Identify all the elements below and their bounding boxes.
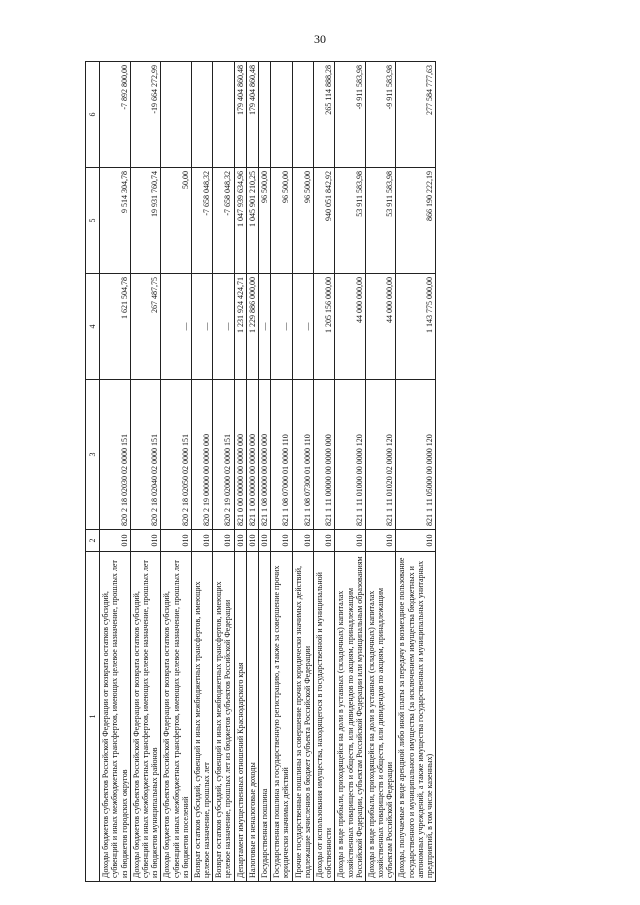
row-admin-code-cell: 010	[100, 530, 131, 552]
row-budget-code-cell: 821 1 00 00000 00 0000 000	[246, 380, 258, 530]
row-value-cell: 179 404 860,48	[246, 62, 258, 168]
table-header-row	[86, 62, 100, 882]
row-budget-code-cell: 821 1 08 07300 01 0000 110	[292, 380, 313, 530]
column-header: 1	[86, 552, 100, 882]
table-row	[191, 62, 212, 882]
table-row	[100, 62, 131, 882]
row-budget-code-cell: 820 2 18 02040 02 0000 151	[130, 380, 161, 530]
row-value-cell	[292, 62, 313, 168]
row-name-cell: Доходы бюджетов субъектов Российской Федерации от возврата остатков субсидий, субвенций и иных межбюджетных трансфертов, имеющих целевое назначение, прошлых лет из бюджетов муниципальных районов	[130, 552, 161, 882]
row-admin-code-cell: 010	[313, 530, 334, 552]
row-budget-code-cell: 821 1 08 00000 00 0000 000	[259, 380, 271, 530]
row-value-cell: 96 500,00	[259, 168, 271, 274]
table-row	[234, 62, 246, 882]
rotated-table-canvas	[85, 62, 610, 882]
row-value-cell: 1 231 924 424,71	[234, 274, 246, 380]
table-row	[292, 62, 313, 882]
table-row	[213, 62, 234, 882]
row-value-cell: —	[191, 274, 212, 380]
table-row	[313, 62, 334, 882]
row-budget-code-cell: 821 1 11 00000 00 0000 000	[313, 380, 334, 530]
row-budget-code-cell: 820 2 18 02030 02 0000 151	[100, 380, 131, 530]
row-admin-code-cell: 010	[396, 530, 436, 552]
row-value-cell: 1 229 886 000,00	[246, 274, 258, 380]
row-value-cell: 1 045 901 210,25	[246, 168, 258, 274]
row-value-cell: -19 664 272,99	[130, 62, 161, 168]
row-value-cell	[271, 62, 292, 168]
row-name-cell: Доходы в виде прибыли, приходящейся на доли в уставных (складочных) капиталах хозяйственных товариществ и обществ, или дивидендов по акциям, принадлежащим Российской Федерации, субъектам Российской Федерации или муниципальным образованиям	[335, 552, 366, 882]
page-number: 30	[314, 32, 326, 46]
row-value-cell	[191, 62, 212, 168]
row-name-cell: Государственная пошлина за государственную регистрацию, а также за совершение прочих юридически значимых действий	[271, 552, 292, 882]
table-row	[246, 62, 258, 882]
row-admin-code-cell: 010	[213, 530, 234, 552]
row-value-cell: 267 487,75	[130, 274, 161, 380]
row-admin-code-cell: 010	[234, 530, 246, 552]
row-value-cell: —	[292, 274, 313, 380]
table-row	[271, 62, 292, 882]
row-name-cell: Возврат остатков субсидий, субвенций и иных межбюджетных трансфертов, имеющих целевое назначение, прошлых лет	[191, 552, 212, 882]
row-value-cell: 1 047 939 634,96	[234, 168, 246, 274]
row-budget-code-cell: 821 1 11 01000 00 0000 120	[335, 380, 366, 530]
column-header: 5	[86, 168, 100, 274]
row-budget-code-cell: 821 0 00 00000 00 0000 000	[234, 380, 246, 530]
row-name-cell: Доходы, получаемые в виде арендной либо иной платы за передачу в возмездное пользование государственного и муниципального имущества (за исключением имущества бюджетных и автономных учреждений, а также имущества государственных и муниципальных унитарных предприятий, в том числе казенных)	[396, 552, 436, 882]
row-name-cell: Государственная пошлина	[259, 552, 271, 882]
row-value-cell: 940 051 842,92	[313, 168, 334, 274]
budget-table	[85, 61, 436, 882]
row-name-cell: Доходы бюджетов субъектов Российской Федерации от возврата остатков субсидий, субвенций и иных межбюджетных трансфертов, имеющих целевое назначение, прошлых лет из бюджетов поселений	[161, 552, 192, 882]
table-row	[161, 62, 192, 882]
row-budget-code-cell: 820 2 18 02050 02 0000 151	[161, 380, 192, 530]
row-admin-code-cell: 010	[191, 530, 212, 552]
row-value-cell: —	[259, 274, 271, 380]
row-budget-code-cell: 821 1 11 05000 00 0000 120	[396, 380, 436, 530]
table-row	[335, 62, 366, 882]
row-value-cell	[161, 62, 192, 168]
row-value-cell: 277 584 777,63	[396, 62, 436, 168]
row-name-cell: Доходы бюджетов субъектов Российской Федерации от возврата остатков субсидий, субвенций и иных межбюджетных трансфертов, имеющих целевое назначение, прошлых лет из бюджетов городских округов	[100, 552, 131, 882]
row-name-cell: Прочие государственные пошлины за совершение прочих юридически значимых действий, подлежащие зачислению в бюджет субъекта Российской Федерации	[292, 552, 313, 882]
row-budget-code-cell: 821 1 08 07000 01 0000 110	[271, 380, 292, 530]
column-header: 6	[86, 62, 100, 168]
row-name-cell: Налоговые и неналоговые доходы	[246, 552, 258, 882]
row-value-cell: 96 500,00	[292, 168, 313, 274]
row-budget-code-cell: 821 1 11 01020 02 0000 120	[365, 380, 396, 530]
row-value-cell: 265 114 888,28	[313, 62, 334, 168]
row-value-cell: 1 143 775 000,00	[396, 274, 436, 380]
row-value-cell: —	[271, 274, 292, 380]
row-value-cell: -7 658 048,32	[213, 168, 234, 274]
row-value-cell: -7 658 048,32	[191, 168, 212, 274]
row-budget-code-cell: 820 2 19 02000 02 0000 151	[213, 380, 234, 530]
column-header: 2	[86, 530, 100, 552]
row-value-cell: -7 892 800,00	[100, 62, 131, 168]
row-admin-code-cell: 010	[259, 530, 271, 552]
table-row	[259, 62, 271, 882]
row-value-cell: 53 911 583,98	[365, 168, 396, 274]
table-row	[130, 62, 161, 882]
row-admin-code-cell: 010	[246, 530, 258, 552]
rotated-table-frame	[85, 62, 610, 882]
row-value-cell: 50,00	[161, 168, 192, 274]
row-value-cell: -9 911 583,98	[365, 62, 396, 168]
row-value-cell: —	[213, 274, 234, 380]
column-header: 3	[86, 380, 100, 530]
row-admin-code-cell: 010	[365, 530, 396, 552]
row-admin-code-cell: 010	[271, 530, 292, 552]
row-value-cell: 96 500,00	[271, 168, 292, 274]
row-name-cell: Доходы в виде прибыли, приходящейся на доли в уставных (складочных) капиталах хозяйственных товариществ и обществ, или дивидендов по акциям, принадлежащим субъектам Российской Федерации	[365, 552, 396, 882]
row-value-cell	[259, 62, 271, 168]
row-value-cell: 44 000 000,00	[365, 274, 396, 380]
row-name-cell: Доходы от использования имущества, находящегося в государственной и муниципальной собственности	[313, 552, 334, 882]
row-value-cell: -9 911 583,98	[335, 62, 366, 168]
row-value-cell: 19 931 760,74	[130, 168, 161, 274]
row-admin-code-cell: 010	[335, 530, 366, 552]
row-value-cell: 866 190 222,19	[396, 168, 436, 274]
row-value-cell: —	[161, 274, 192, 380]
row-value-cell: 1 205 156 000,00	[313, 274, 334, 380]
row-admin-code-cell: 010	[292, 530, 313, 552]
row-admin-code-cell: 010	[161, 530, 192, 552]
row-value-cell: 44 000 000,00	[335, 274, 366, 380]
row-name-cell: Возврат остатков субсидий, субвенций и иных межбюджетных трансфертов, имеющих целевое назначение, прошлых лет из бюджетов субъектов Российской Федерации	[213, 552, 234, 882]
row-budget-code-cell: 820 2 19 00000 00 0000 000	[191, 380, 212, 530]
row-value-cell: 1 621 504,78	[100, 274, 131, 380]
row-value-cell	[213, 62, 234, 168]
row-value-cell: 179 404 860,48	[234, 62, 246, 168]
row-value-cell: 9 514 304,78	[100, 168, 131, 274]
table-row	[396, 62, 436, 882]
row-admin-code-cell: 010	[130, 530, 161, 552]
table-row	[365, 62, 396, 882]
table-body	[100, 62, 436, 882]
column-header: 4	[86, 274, 100, 380]
row-value-cell: 53 911 583,98	[335, 168, 366, 274]
row-name-cell: Департамент имущественных отношений Краснодарского края	[234, 552, 246, 882]
